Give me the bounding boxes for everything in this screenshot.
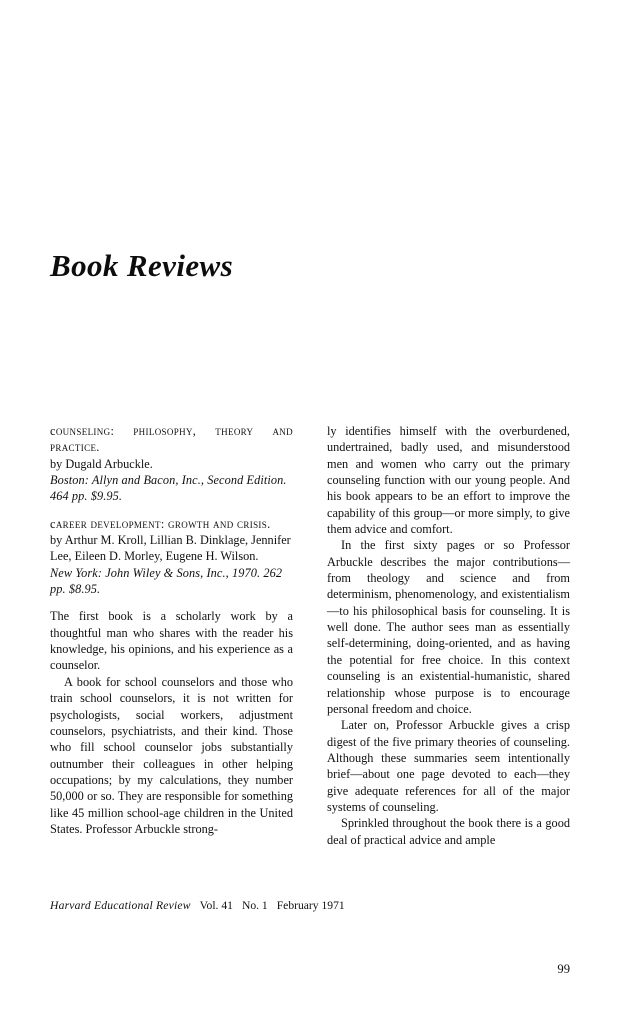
book-citation <box>50 423 293 505</box>
right-column <box>327 423 570 878</box>
citation-title: counseling: philosophy, theory and practice. <box>50 424 293 455</box>
body-paragraph: The first book is a scholarly work by a thoughtful man who shares with the reader his knowledge, his opinions, and his experience as a counselor. <box>50 609 293 673</box>
footer-journal-name: Harvard Educational Review <box>50 899 191 912</box>
footer-date: February 1971 <box>276 899 345 912</box>
page-number: 99 <box>557 962 570 976</box>
body-paragraph: In the first sixty pages or so Professor Arbuckle describes the major contributions—from theology and science and from determinism, phenomenology, and existentialism—to his philosophical basis for counseling. It is well done. The author sees man as essentially self-determining, doing-oriented, and as having the potential for free choice. In this context counseling is an existential-humanistic, shared relationship whose purpose is to encourage personal freedom and choice. <box>327 538 570 716</box>
citation-author: by Arthur M. Kroll, Lillian B. Dinklage, Jennifer Lee, Eileen D. Morley, Eugene H. Wilson. <box>50 533 291 564</box>
footer-number: No. 1 <box>241 899 268 912</box>
citation-publication: New York: John Wiley & Sons, Inc., 1970. 262 pp. $8.95. <box>50 565 283 597</box>
left-column <box>50 423 293 878</box>
two-column-body <box>50 423 570 878</box>
body-paragraph: Sprinkled throughout the book there is a good deal of practical advice and ample <box>327 816 570 847</box>
book-citation <box>50 516 293 598</box>
footer-volume: Vol. 41 <box>199 899 233 912</box>
running-footer <box>50 898 345 913</box>
page-title: Book Reviews <box>50 247 234 283</box>
citation-author: by Dugald Arbuckle. <box>50 456 153 471</box>
body-paragraph: Later on, Professor Arbuckle gives a crisp digest of the five primary theories of counseling. Although these summaries seem intentionally brief—about one page devoted to each—they give adequate references for all of the major systems of counseling. <box>327 718 570 814</box>
citation-publication: Boston: Allyn and Bacon, Inc., Second Edition. 464 pp. $9.95. <box>50 473 287 504</box>
body-paragraph: ly identifies himself with the overburdened, undertrained, badly used, and misunderstood men and women who carry out the primary counseling function with our young people. And his book appears to be an effort to improve the capability of this group—or more simply, to give them advice and comfort. <box>327 424 570 537</box>
citation-title: career development: growth and crisis. <box>50 516 271 531</box>
body-paragraph: A book for school counselors and those who train school counselors, it is not written for psychologists, social workers, adjustment counselors, psychiatrists, and their kind. Those who fill school counselor jobs substantially outnumber their colleagues in other helping occupations; by my calculations, they number 50,000 or so. They are responsible for something like 45 million school-age children in the United States. Professor Arbuckle strong- <box>50 674 293 836</box>
